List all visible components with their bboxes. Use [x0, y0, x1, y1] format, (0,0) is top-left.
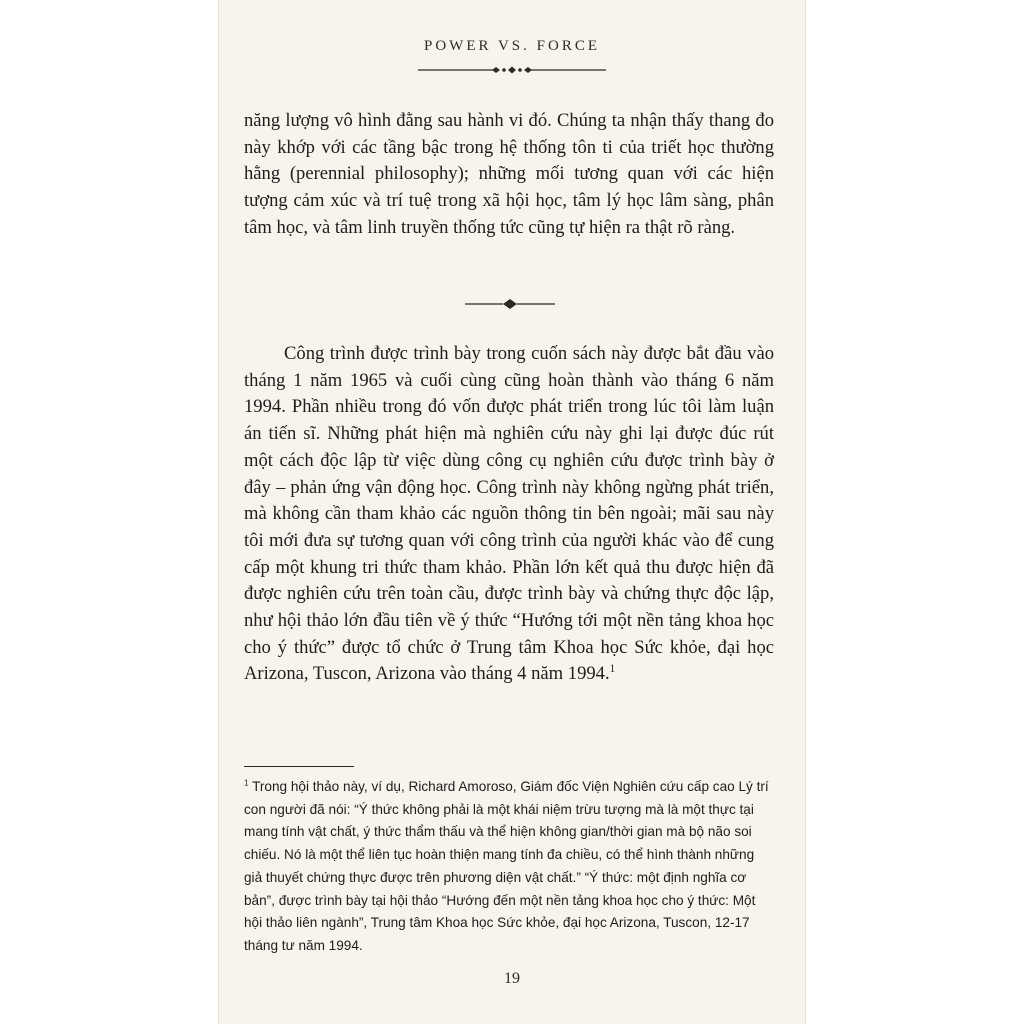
footnote-reference: 1: [609, 663, 616, 676]
book-page: [218, 0, 806, 1024]
running-head: POWER VS. FORCE: [423, 38, 600, 54]
page-number: 19: [504, 970, 520, 987]
footnote-divider: [244, 766, 354, 767]
body-text-section-2: [244, 341, 774, 688]
footnote: [244, 776, 776, 958]
body-text: [244, 108, 774, 242]
paragraph-2-text: Công trình được trình bày trong cuốn sách này được bắt đầu vào tháng 1 năm 1965 và cuối cùng cũng hoàn thành vào tháng 6 năm 1994. Phần nhiều trong đó vốn được phát triển trong lúc tôi làm luận án tiến sĩ. Những phát hiện mà nghiên cứu này ghi lại được đúc rút một cách độc lập từ việc dùng công cụ nghiên cứu được trình bày ở đây – phản ứng vận động học. Công trình này không ngừng phát triển, mà không cần tham khảo các nguồn thông tin bên ngoài; mãi sau này tôi mới đưa sự tương quan với công trình của người khác vào để cung cấp một khung tri thức tham khảo. Phần lớn kết quả thu được hiện đã được nghiên cứu trên toàn cầu, được trình bày và chứng thực độc lập, như hội thảo lớn đầu tiên về ý thức “Hướng tới một nền tảng khoa học cho ý thức” được tổ chức ở Trung tâm Khoa học Sức khỏe, đại học Arizona, Tuscon, Arizona vào tháng 4 năm 1994.: [244, 343, 774, 685]
header-ornament-icon: [418, 64, 606, 76]
paragraph-1: năng lượng vô hình đằng sau hành vi đó. Chúng ta nhận thấy thang đo này khớp với các tầng bậc trong hệ thống tôn ti của triết học thường hằng (perennial philosophy); những mối tương quan với các hiện tượng cảm xúc và trí tuệ trong xã hội học, tâm lý học lâm sàng, phân tâm học, và tâm linh truyền thống tức cũng tự hiện ra thật rõ ràng.: [244, 110, 774, 238]
footnote-text: Trong hội thảo này, ví dụ, Richard Amoroso, Giám đốc Viện Nghiên cứu cấp cao Lý trí con người đã nói: “Ý thức không phải là một khái niệm trừu tượng mà là một thực tại mang tính vật chất, ý thức thẩm thấu và thể hiện không gian/thời gian mà bộ não soi chiếu. Nó là một thể liên tục hoàn thiện mang tính đa chiều, có thể hình thành những giả thuyết chứng thực được trên phương diện vật chất.” “Ý thức: một định nghĩa cơ bản”, được trình bày tại hội thảo “Hướng đến một nền tảng khoa học cho ý thức: Một hội thảo liên ngành”, Trung tâm Khoa học Sức khỏe, đại học Arizona, Tuscon, 12-17 tháng tư năm 1994.: [244, 779, 769, 953]
footnote-marker: 1: [244, 778, 249, 788]
section-break-ornament-icon: [465, 297, 555, 311]
paragraph-2: [244, 341, 774, 688]
